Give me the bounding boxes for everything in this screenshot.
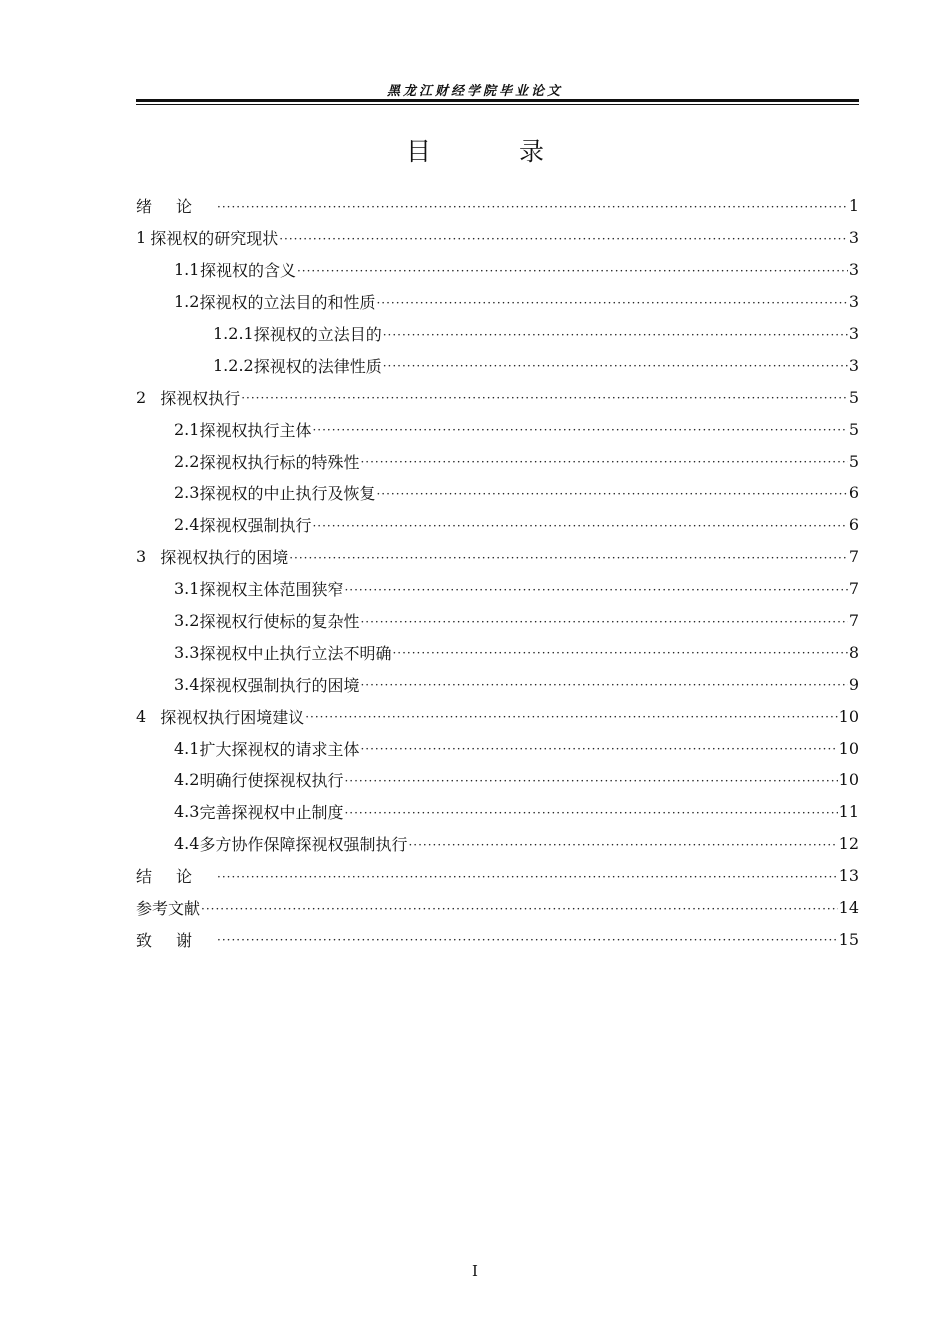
toc-entry-page: 3: [848, 228, 859, 248]
toc-dot-leader: [383, 359, 848, 373]
toc-entry-label: 探视权的立法目的: [253, 325, 382, 344]
toc-entry[interactable]: [136, 764, 859, 796]
toc-entry-number: 4.2: [174, 770, 200, 790]
toc-dot-leader: [360, 678, 847, 692]
toc-entry-page: 7: [848, 579, 859, 599]
toc-entry-label: 扩大探视权的请求主体: [199, 739, 360, 759]
toc-entry-number: 2: [136, 387, 147, 407]
toc-entry[interactable]: [136, 700, 859, 732]
toc-entry-page: 7: [848, 547, 859, 567]
toc-entry-label: 参考文献: [136, 899, 201, 919]
toc-entry-label: 探视权的含义: [199, 261, 296, 281]
toc-dot-leader: [241, 391, 848, 405]
toc-entry-number: 1.2: [174, 292, 200, 312]
toc-entry-label: 探视权中止执行立法不明确: [199, 643, 392, 663]
toc-title: 目 录: [406, 137, 584, 166]
toc-entry-label: 探视权执行: [160, 388, 241, 408]
toc-entry[interactable]: [136, 732, 859, 764]
toc-dot-leader: [376, 487, 847, 501]
toc-entry-label: 探视权的法律性质: [253, 356, 382, 376]
toc-entry[interactable]: [136, 254, 859, 286]
toc-dot-leader: [344, 774, 837, 788]
toc-entry-number: 1.2.2: [213, 355, 254, 375]
toc-dot-leader: [201, 902, 838, 916]
toc-entry[interactable]: [136, 509, 859, 541]
toc-entry-number: 3: [136, 547, 147, 567]
toc-entry[interactable]: [136, 605, 859, 637]
toc-entry-page: 10: [838, 706, 859, 726]
toc-dot-leader: [312, 519, 847, 533]
toc-entry[interactable]: [136, 222, 859, 254]
toc-entry-page: 6: [848, 483, 859, 503]
toc-dot-leader: [217, 933, 838, 947]
toc-entry-label: 探视权强制执行的困境: [199, 675, 360, 695]
toc-dot-leader: [289, 551, 848, 565]
toc-entry-page: 12: [838, 834, 859, 854]
toc-entry-page: 3: [848, 355, 859, 375]
toc-entry[interactable]: [136, 445, 859, 477]
toc-entry-label: 多方协作保障探视权强制执行: [199, 835, 408, 855]
toc-entry[interactable]: [136, 923, 859, 955]
toc-entry-number: 4.4: [174, 834, 200, 854]
toc-dot-leader: [344, 583, 847, 597]
toc-entry[interactable]: [136, 892, 859, 924]
toc-entry-number: 1: [136, 228, 147, 248]
toc-entry-label: 明确行使探视权执行: [199, 771, 344, 791]
toc-entry[interactable]: [136, 860, 859, 892]
toc-entry-page: 7: [848, 611, 859, 631]
toc-dot-leader: [217, 200, 848, 214]
toc-entry-page: 8: [848, 642, 859, 662]
toc-dot-leader: [305, 710, 837, 724]
toc-entry[interactable]: [136, 796, 859, 828]
toc-dot-leader: [360, 742, 837, 756]
toc-entry-page: 3: [848, 260, 859, 280]
toc-entry-number: 2.3: [174, 483, 200, 503]
toc-entry-number: 2.2: [174, 451, 200, 471]
toc-entry-page: 3: [848, 292, 859, 312]
toc-entry-label: 探视权执行困境建议: [160, 707, 305, 727]
toc-entry[interactable]: [136, 286, 859, 318]
toc-entry-page: 14: [838, 898, 859, 918]
toc-entry-number: 1.1: [174, 260, 200, 280]
toc-entry-number: 2.4: [174, 515, 200, 535]
toc-entry-page: 1: [848, 196, 859, 216]
toc-entry-number: 4.3: [174, 802, 200, 822]
toc-entry-label: 探视权执行主体: [199, 420, 312, 440]
toc-entry-label: 探视权的中止执行及恢复: [199, 484, 376, 504]
toc-entry[interactable]: [136, 668, 859, 700]
toc-entry-label: 绪论: [136, 197, 217, 217]
toc-entry[interactable]: [136, 413, 859, 445]
toc-dot-leader: [392, 646, 847, 660]
toc-dot-leader: [217, 870, 838, 884]
toc-dot-leader: [376, 296, 847, 310]
toc-entry-page: 11: [838, 802, 859, 822]
toc-entry-page: 10: [838, 738, 859, 758]
toc-entry-page: 3: [848, 324, 859, 343]
toc-entry[interactable]: [136, 190, 859, 222]
toc-dot-leader: [360, 615, 847, 629]
toc-dot-leader: [383, 328, 848, 342]
toc-entry-label: 探视权主体范围狭窄: [199, 580, 344, 600]
toc-entry-page: 9: [848, 674, 859, 694]
page-number: I: [472, 1262, 478, 1280]
toc-entry-label: 探视权强制执行: [199, 516, 312, 536]
toc-entry-label: 探视权的立法目的和性质: [199, 293, 376, 313]
toc-entry[interactable]: [136, 349, 859, 381]
toc-entry-number: 3.4: [174, 674, 200, 694]
toc-dot-leader: [408, 838, 837, 852]
toc-entry-number: 1.2.1: [213, 324, 254, 343]
toc-entry-number: 3.1: [174, 579, 200, 599]
toc-entry-label: 探视权执行标的特殊性: [199, 452, 360, 472]
toc-entry[interactable]: [136, 828, 859, 860]
toc-entry[interactable]: [136, 573, 859, 605]
table-of-contents: [136, 190, 859, 955]
toc-dot-leader: [344, 806, 837, 820]
toc-entry-number: 3.2: [174, 611, 200, 631]
toc-entry-label: 探视权执行的困境: [160, 548, 289, 568]
toc-entry[interactable]: [136, 318, 859, 350]
running-header-title: 黑龙江财经学院毕业论文: [386, 84, 563, 99]
toc-entry-label: 结论: [136, 867, 217, 887]
toc-entry-page: 5: [848, 387, 859, 407]
toc-entry-label: 致谢: [136, 930, 217, 950]
toc-entry-page: 10: [838, 770, 859, 790]
toc-entry-label: 探视权行使标的复杂性: [199, 612, 360, 632]
header-rule-thick: [136, 99, 859, 102]
toc-dot-leader: [297, 264, 848, 278]
toc-entry[interactable]: [136, 381, 859, 413]
toc-entry-page: 5: [848, 451, 859, 471]
header-rule-thin: [136, 104, 859, 105]
toc-entry-label: 探视权的研究现状: [150, 229, 279, 249]
toc-dot-leader: [312, 423, 847, 437]
toc-entry-page: 15: [838, 929, 859, 949]
toc-entry[interactable]: [136, 636, 859, 668]
toc-entry-page: 5: [848, 419, 859, 439]
toc-dot-leader: [279, 232, 848, 246]
toc-entry-number: 2.1: [174, 419, 200, 439]
toc-entry[interactable]: [136, 477, 859, 509]
toc-entry-number: 4: [136, 706, 147, 726]
toc-entry-page: 13: [838, 866, 859, 886]
toc-dot-leader: [360, 455, 847, 469]
toc-entry-number: 3.3: [174, 642, 200, 662]
toc-entry[interactable]: [136, 541, 859, 573]
toc-entry-page: 6: [848, 515, 859, 535]
toc-entry-number: 4.1: [174, 738, 200, 758]
toc-entry-label: 完善探视权中止制度: [199, 803, 344, 823]
